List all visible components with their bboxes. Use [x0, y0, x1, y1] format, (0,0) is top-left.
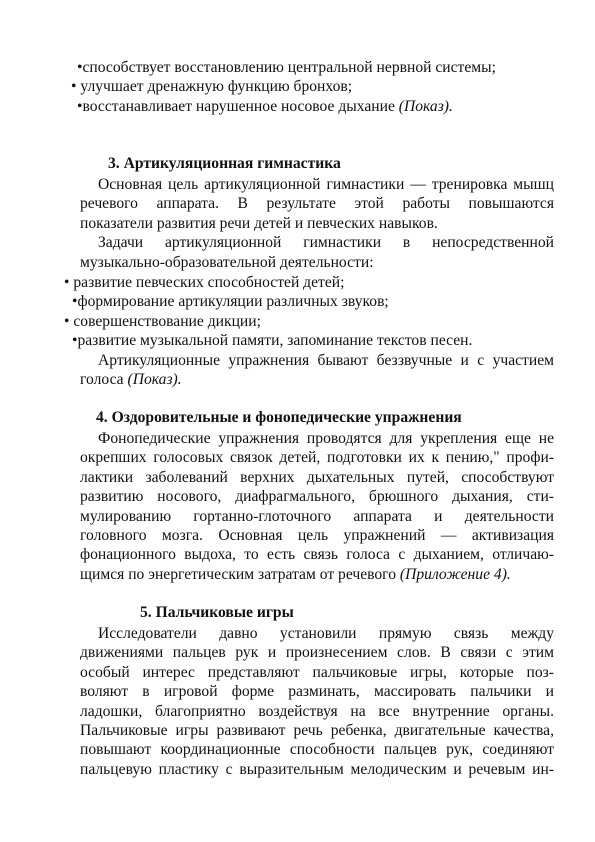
- bullet-list-section-3: [64, 273, 564, 351]
- list-item: •способствует восстановлению центральной нервной системы;: [77, 59, 496, 76]
- paragraph-line: Артикуляционные упражнения бывают беззвучные и с участием: [98, 352, 554, 369]
- paragraph-text: щимся по энергетическим затратам от речевого: [80, 565, 400, 583]
- paragraph-line: Задачи артикуляционной гимнастики в непосредственной: [98, 234, 554, 252]
- paragraph-line: ладошки, благоприятно воздействуя на все внутренние органы.: [80, 702, 554, 720]
- show-note: (Показ).: [398, 97, 453, 115]
- section-3-closing: [80, 351, 554, 390]
- section-heading: 5. Пальчиковые игры: [140, 604, 294, 621]
- paragraph-line: пальцевую пластику с выразительным мелодическим и речевым ин-: [80, 760, 554, 778]
- bullet-list-top: [71, 58, 571, 116]
- list-item: •формирование артикуляции различных звуков;: [72, 293, 389, 311]
- paragraph-line: мулированию гортанно-глоточного аппарата и деятельности: [80, 507, 554, 525]
- section-3-body: [80, 175, 554, 272]
- paragraph-text: голоса: [80, 371, 128, 389]
- paragraph-line: [80, 565, 554, 584]
- paragraph-line: речевого аппарата. В результате этой работы повышаются: [80, 195, 554, 213]
- section-4-body: [80, 429, 554, 584]
- section-5-body: [80, 624, 554, 779]
- show-note: (Показ).: [127, 371, 182, 389]
- paragraph-line: лактики заболеваний верхних дыхательных путей, способствуют: [80, 468, 554, 486]
- paragraph-line: [80, 370, 554, 389]
- list-item: • развитие певческих способностей детей;: [64, 274, 345, 291]
- paragraph-line: Исследователи давно установили прямую связь между: [98, 625, 554, 642]
- section-heading: 4. Оздоровительные и фонопедические упражнения: [96, 409, 462, 426]
- section-heading: 3. Артикуляционная гимнастика: [108, 155, 341, 172]
- paragraph-line: Основная цель артикуляционной гимнастики — тренировка мышц: [98, 176, 554, 193]
- paragraph-line: развитию носового, диафрагмального, брюшного дыхания, сти-: [80, 488, 554, 506]
- paragraph-line: Фонопедические упражнения проводятся для укрепления еще не: [98, 430, 554, 447]
- list-item-text: •восстанавливает нарушенное носовое дыхание: [77, 97, 399, 115]
- paragraph-line: движениями пальцев рук и произнесением слов. В связи с этим: [80, 644, 554, 662]
- paragraph-line: повышают координационные способности пальцев рук, соединяют: [80, 741, 554, 759]
- paragraph-line: музыкально-образовательной деятельности:: [80, 253, 374, 271]
- list-item: [71, 97, 571, 116]
- list-item: • совершенствование дикции;: [64, 312, 261, 330]
- list-item: •развитие музыкальной памяти, запоминание текстов песен.: [72, 332, 473, 350]
- paragraph-line: особый интерес представляют пальчиковые игры, которые поз-: [80, 663, 554, 681]
- paragraph-line: окрепших голосовых связок детей, подготовки их к пению," профи-: [80, 449, 554, 467]
- paragraph-line: головного мозга. Основная цель упражнений — активизация: [80, 526, 554, 544]
- paragraph-line: фонационного выдоха, то есть связь голоса с дыханием, отличаю-: [80, 546, 554, 564]
- paragraph-line: показатели развития речи детей и певческих навыков.: [80, 214, 438, 232]
- paragraph-line: Пальчиковые игры развивают речь ребенка, двигательные качества,: [80, 721, 554, 739]
- list-item: • улучшает дренажную функцию бронхов;: [71, 78, 353, 96]
- appendix-reference: (Приложение 4).: [399, 565, 511, 583]
- paragraph-line: воляют в игровой форме разминать, массировать пальчики и: [80, 683, 554, 701]
